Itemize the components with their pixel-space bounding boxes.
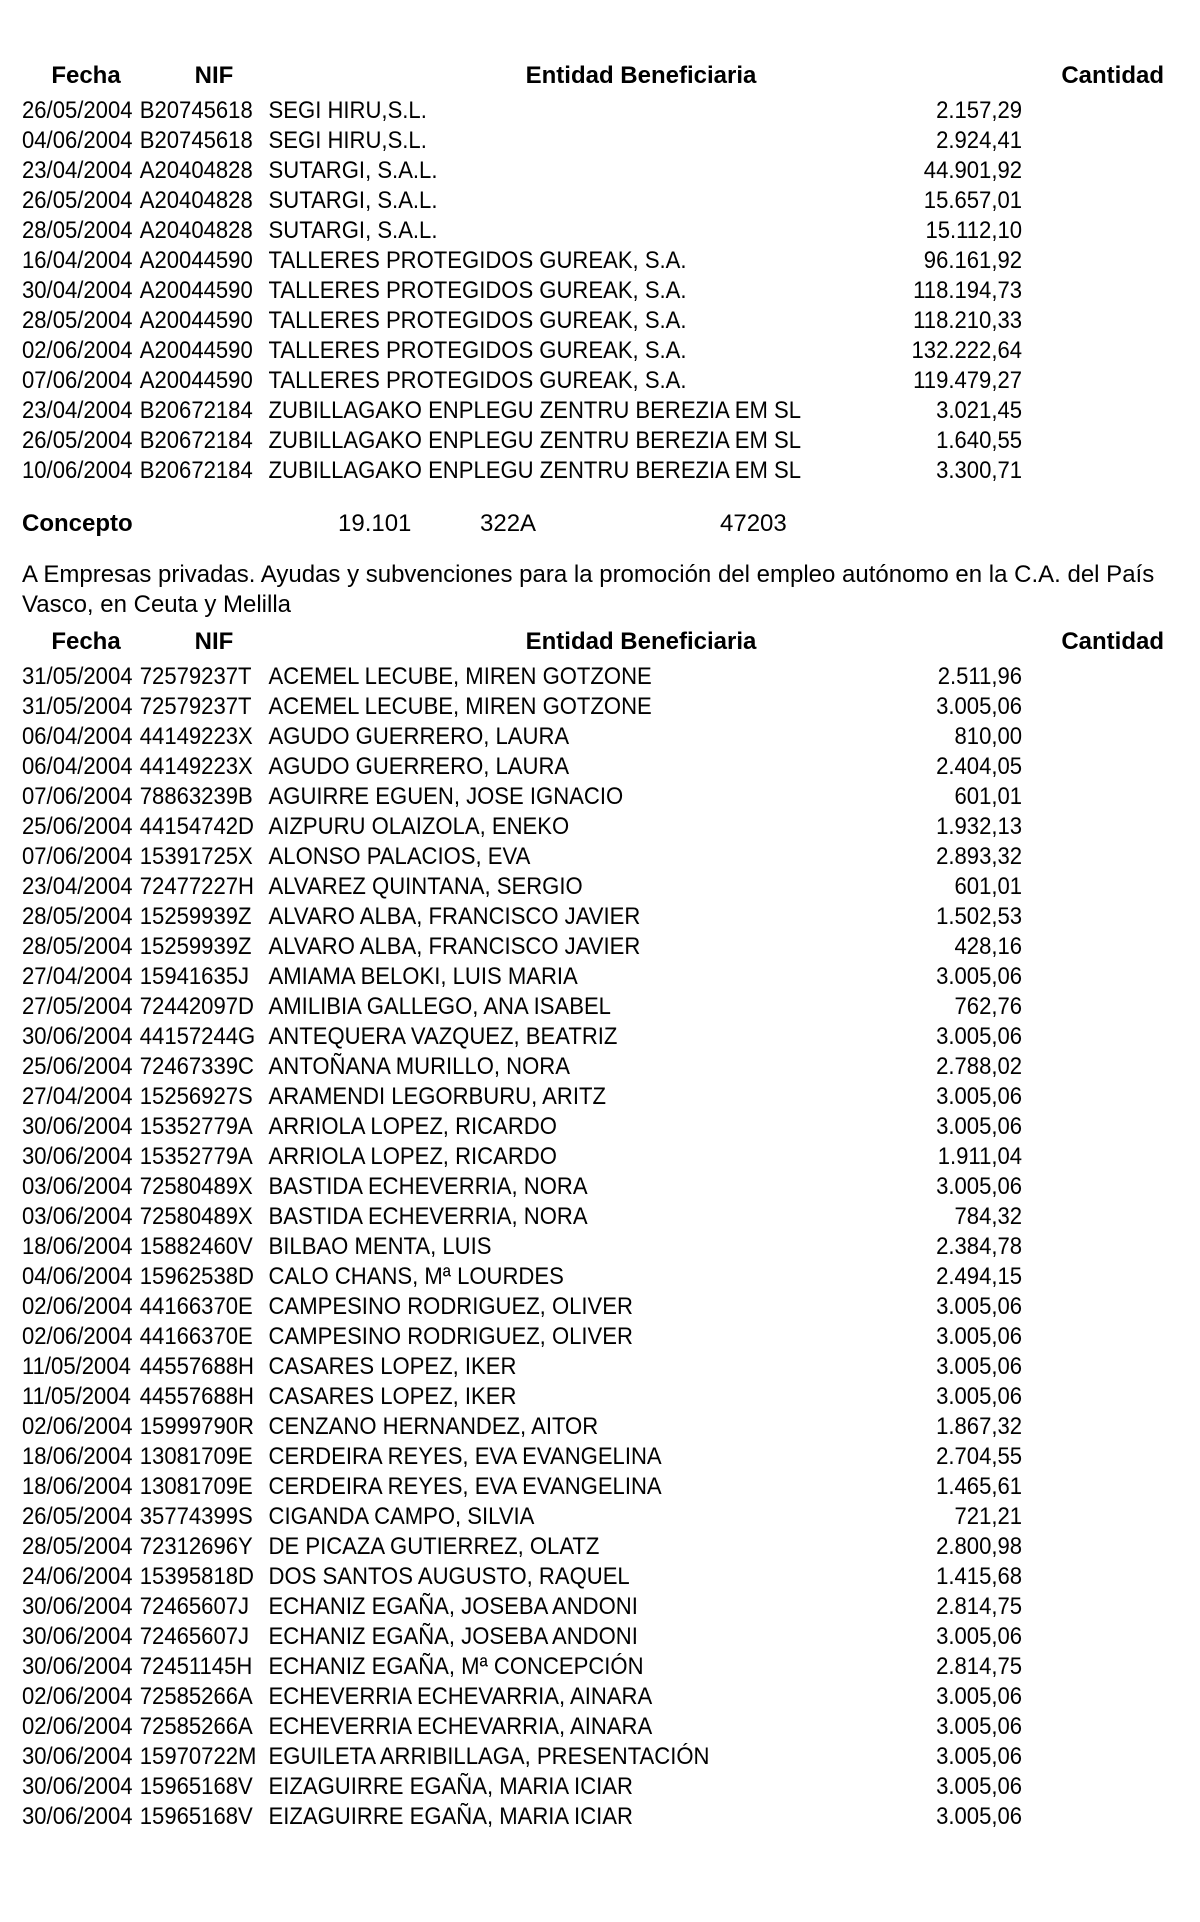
cell-cantidad: 1.911,04 — [937, 1143, 1023, 1170]
table-row — [22, 902, 1022, 932]
cell-cantidad: 2.924,41 — [936, 127, 1023, 154]
cell-cantidad: 3.005,06 — [936, 1773, 1023, 1800]
cell-fecha: 02/06/2004 — [22, 1713, 133, 1740]
concepto-label: Concepto — [22, 510, 133, 537]
cell-fecha: 28/05/2004 — [22, 933, 133, 960]
table-row — [22, 186, 1022, 216]
cell-nif: 15962538D — [139, 1263, 254, 1290]
cell-nif: 15259939Z — [139, 903, 252, 930]
table-row — [22, 932, 1022, 962]
cell-fecha: 07/06/2004 — [22, 783, 133, 810]
header-cantidad: Cantidad — [1061, 62, 1164, 89]
cell-nif: B20745618 — [139, 127, 253, 154]
cell-entidad: CAMPESINO RODRIGUEZ, OLIVER — [268, 1323, 633, 1350]
cell-fecha: 26/05/2004 — [22, 427, 133, 454]
cell-fecha: 02/06/2004 — [22, 337, 133, 364]
cell-fecha: 03/06/2004 — [22, 1203, 133, 1230]
table-row — [22, 1442, 1022, 1472]
cell-nif: 72585266A — [139, 1683, 253, 1710]
cell-cantidad: 1.932,13 — [936, 813, 1023, 840]
cell-nif: 13081709E — [139, 1443, 253, 1470]
cell-fecha: 30/06/2004 — [22, 1773, 133, 1800]
cell-entidad: ZUBILLAGAKO ENPLEGU ZENTRU BEREZIA EM SL — [268, 397, 802, 424]
concepto-code-1: 19.101 — [338, 510, 412, 537]
header-fecha: Fecha — [51, 62, 121, 89]
cell-fecha: 02/06/2004 — [22, 1323, 133, 1350]
cell-entidad: ECHEVERRIA ECHEVARRIA, AINARA — [268, 1713, 653, 1740]
cell-fecha: 24/06/2004 — [22, 1563, 133, 1590]
cell-fecha: 11/05/2004 — [22, 1383, 131, 1410]
cell-nif: 44557688H — [139, 1353, 254, 1380]
cell-cantidad: 428,16 — [954, 933, 1023, 960]
cell-nif: 15352779A — [139, 1143, 253, 1170]
cell-nif: A20404828 — [139, 157, 253, 184]
table-row — [22, 992, 1022, 1022]
cell-fecha: 30/06/2004 — [22, 1743, 133, 1770]
cell-nif: A20044590 — [139, 307, 253, 334]
table-row — [22, 1322, 1022, 1352]
cell-entidad: AMIAMA BELOKI, LUIS MARIA — [268, 963, 578, 990]
cell-cantidad: 3.005,06 — [936, 1323, 1023, 1350]
cell-cantidad: 1.465,61 — [936, 1473, 1023, 1500]
table-row — [22, 1232, 1022, 1262]
table-body — [22, 96, 1182, 486]
cell-entidad: DOS SANTOS AUGUSTO, RAQUEL — [268, 1563, 630, 1590]
cell-nif: 44149223X — [139, 753, 253, 780]
table-row — [22, 872, 1022, 902]
table-row — [22, 1592, 1022, 1622]
cell-cantidad: 3.005,06 — [936, 1713, 1023, 1740]
cell-entidad: ZUBILLAGAKO ENPLEGU ZENTRU BEREZIA EM SL — [268, 427, 802, 454]
cell-cantidad: 3.005,06 — [936, 1173, 1023, 1200]
cell-entidad: CASARES LOPEZ, IKER — [268, 1353, 517, 1380]
cell-fecha: 31/05/2004 — [22, 693, 133, 720]
concepto-code-3: 47203 — [720, 510, 787, 537]
cell-entidad: ECHANIZ EGAÑA, JOSEBA ANDONI — [268, 1593, 638, 1620]
table-row — [22, 306, 1022, 336]
cell-nif: B20672184 — [139, 427, 253, 454]
cell-entidad: ANTOÑANA MURILLO, NORA — [268, 1053, 570, 1080]
table-row — [22, 662, 1022, 692]
cell-entidad: BASTIDA ECHEVERRIA, NORA — [268, 1173, 588, 1200]
cell-entidad: CIGANDA CAMPO, SILVIA — [268, 1503, 535, 1530]
table-row — [22, 1202, 1022, 1232]
cell-cantidad: 3.005,06 — [936, 1683, 1023, 1710]
cell-entidad: TALLERES PROTEGIDOS GUREAK, S.A. — [268, 367, 687, 394]
cell-nif: 72585266A — [139, 1713, 253, 1740]
table-row — [22, 962, 1022, 992]
table-row — [22, 1772, 1022, 1802]
cell-cantidad: 3.005,06 — [936, 1023, 1023, 1050]
cell-cantidad: 2.814,75 — [936, 1653, 1023, 1680]
concepto-description: A Empresas privadas. Ayudas y subvenciones para la promoción del empleo autónomo en la C.A. del País Vasco, en Ceuta y Melilla — [22, 561, 1155, 618]
cell-cantidad: 2.511,96 — [937, 663, 1023, 690]
cell-entidad: AGUDO GUERRERO, LAURA — [268, 753, 570, 780]
table-row — [22, 1682, 1022, 1712]
cell-entidad: SEGI HIRU,S.L. — [268, 127, 427, 154]
cell-cantidad: 3.005,06 — [936, 963, 1023, 990]
cell-fecha: 25/06/2004 — [22, 813, 133, 840]
cell-fecha: 30/06/2004 — [22, 1113, 133, 1140]
table-row — [22, 1562, 1022, 1592]
cell-entidad: CERDEIRA REYES, EVA EVANGELINA — [268, 1473, 662, 1500]
table-row — [22, 812, 1022, 842]
table-row — [22, 1712, 1022, 1742]
table-row — [22, 396, 1022, 426]
cell-nif: 13081709E — [139, 1473, 253, 1500]
cell-cantidad: 3.005,06 — [936, 1113, 1023, 1140]
cell-nif: 72580489X — [139, 1203, 253, 1230]
cell-nif: 15999790R — [139, 1413, 254, 1440]
concepto-code-2: 322A — [480, 510, 537, 537]
cell-entidad: TALLERES PROTEGIDOS GUREAK, S.A. — [268, 247, 687, 274]
cell-cantidad: 3.005,06 — [936, 1803, 1023, 1830]
cell-fecha: 11/05/2004 — [22, 1353, 131, 1380]
cell-cantidad: 2.814,75 — [936, 1593, 1023, 1620]
cell-fecha: 18/06/2004 — [22, 1473, 133, 1500]
cell-nif: 72579237T — [139, 693, 252, 720]
cell-entidad: ECHANIZ EGAÑA, Mª CONCEPCIÓN — [268, 1653, 644, 1680]
table-row — [22, 126, 1022, 156]
beneficiaries-table-2 — [22, 624, 1182, 1832]
cell-fecha: 18/06/2004 — [22, 1233, 133, 1260]
document-page — [22, 58, 1182, 1832]
cell-cantidad: 15.112,10 — [925, 217, 1023, 244]
cell-entidad: ZUBILLAGAKO ENPLEGU ZENTRU BEREZIA EM SL — [268, 457, 802, 484]
table-row — [22, 1292, 1022, 1322]
cell-nif: 72465607J — [139, 1623, 250, 1650]
cell-nif: 72312696Y — [139, 1533, 253, 1560]
cell-fecha: 04/06/2004 — [22, 127, 133, 154]
table-row — [22, 782, 1022, 812]
table-row — [22, 842, 1022, 872]
cell-entidad: ACEMEL LECUBE, MIREN GOTZONE — [268, 663, 652, 690]
cell-entidad: ARRIOLA LOPEZ, RICARDO — [268, 1113, 557, 1140]
cell-nif: 44557688H — [139, 1383, 254, 1410]
table-row — [22, 1022, 1022, 1052]
table-row — [22, 246, 1022, 276]
cell-cantidad: 132.222,64 — [911, 337, 1023, 364]
cell-fecha: 03/06/2004 — [22, 1173, 133, 1200]
cell-entidad: AGUIRRE EGUEN, JOSE IGNACIO — [268, 783, 624, 810]
table-row — [22, 1622, 1022, 1652]
cell-cantidad: 1.502,53 — [936, 903, 1023, 930]
cell-entidad: CALO CHANS, Mª LOURDES — [268, 1263, 564, 1290]
cell-nif: 15352779A — [139, 1113, 253, 1140]
cell-cantidad: 3.005,06 — [936, 1083, 1023, 1110]
cell-entidad: ARRIOLA LOPEZ, RICARDO — [268, 1143, 557, 1170]
cell-cantidad: 2.404,05 — [936, 753, 1023, 780]
cell-cantidad: 810,00 — [954, 723, 1023, 750]
cell-nif: 44166370E — [139, 1323, 253, 1350]
cell-cantidad: 3.005,06 — [936, 1293, 1023, 1320]
header-entidad: Entidad Beneficiaria — [525, 62, 757, 89]
cell-entidad: SUTARGI, S.A.L. — [268, 187, 438, 214]
table-row — [22, 1352, 1022, 1382]
table-row — [22, 1382, 1022, 1412]
cell-entidad: ALONSO PALACIOS, EVA — [268, 843, 531, 870]
cell-fecha: 07/06/2004 — [22, 843, 133, 870]
cell-cantidad: 2.494,15 — [936, 1263, 1023, 1290]
cell-fecha: 23/04/2004 — [22, 873, 133, 900]
cell-cantidad: 601,01 — [954, 783, 1023, 810]
cell-fecha: 26/05/2004 — [22, 1503, 133, 1530]
cell-entidad: DE PICAZA GUTIERREZ, OLATZ — [268, 1533, 600, 1560]
cell-cantidad: 3.005,06 — [936, 1623, 1023, 1650]
cell-cantidad: 1.415,68 — [936, 1563, 1023, 1590]
table-row — [22, 456, 1022, 486]
table-row — [22, 752, 1022, 782]
table-row — [22, 1172, 1022, 1202]
table-row — [22, 1082, 1022, 1112]
cell-nif: A20404828 — [139, 217, 253, 244]
table-row — [22, 216, 1022, 246]
cell-entidad: CERDEIRA REYES, EVA EVANGELINA — [268, 1443, 662, 1470]
cell-nif: A20044590 — [139, 247, 253, 274]
table-row — [22, 1652, 1022, 1682]
cell-cantidad: 118.210,33 — [913, 307, 1023, 334]
cell-nif: B20745618 — [139, 97, 253, 124]
table-row — [22, 1412, 1022, 1442]
cell-fecha: 28/05/2004 — [22, 217, 133, 244]
cell-entidad: ECHANIZ EGAÑA, JOSEBA ANDONI — [268, 1623, 638, 1650]
cell-nif: 15259939Z — [139, 933, 252, 960]
table-header — [22, 624, 1182, 656]
cell-fecha: 30/06/2004 — [22, 1803, 133, 1830]
cell-nif: B20672184 — [139, 397, 253, 424]
cell-fecha: 30/06/2004 — [22, 1653, 133, 1680]
cell-fecha: 28/05/2004 — [22, 1533, 133, 1560]
cell-entidad: AGUDO GUERRERO, LAURA — [268, 723, 570, 750]
cell-nif: 44154742D — [139, 813, 254, 840]
cell-entidad: BASTIDA ECHEVERRIA, NORA — [268, 1203, 588, 1230]
header-nif: NIF — [194, 62, 234, 89]
cell-cantidad: 3.021,45 — [936, 397, 1023, 424]
table-row — [22, 722, 1022, 752]
table-row — [22, 1262, 1022, 1292]
cell-cantidad: 784,32 — [954, 1203, 1023, 1230]
cell-nif: 72580489X — [139, 1173, 253, 1200]
cell-fecha: 26/05/2004 — [22, 187, 133, 214]
cell-entidad: SUTARGI, S.A.L. — [268, 217, 438, 244]
cell-nif: A20044590 — [139, 277, 253, 304]
cell-nif: 72465607J — [139, 1593, 250, 1620]
table-row — [22, 1142, 1022, 1172]
cell-cantidad: 96.161,92 — [923, 247, 1023, 274]
cell-nif: 72579237T — [139, 663, 252, 690]
cell-nif: 15970722M — [139, 1743, 257, 1770]
cell-nif: 72451145H — [139, 1653, 253, 1680]
cell-cantidad: 3.005,06 — [936, 693, 1023, 720]
cell-nif: 15941635J — [139, 963, 250, 990]
cell-fecha: 30/06/2004 — [22, 1023, 133, 1050]
cell-fecha: 30/04/2004 — [22, 277, 133, 304]
cell-fecha: 27/04/2004 — [22, 1083, 133, 1110]
cell-fecha: 10/06/2004 — [22, 457, 133, 484]
cell-fecha: 16/04/2004 — [22, 247, 133, 274]
cell-entidad: TALLERES PROTEGIDOS GUREAK, S.A. — [268, 277, 687, 304]
cell-nif: 15395818D — [139, 1563, 254, 1590]
table-row — [22, 1802, 1022, 1832]
cell-entidad: CENZANO HERNANDEZ, AITOR — [268, 1413, 599, 1440]
cell-nif: A20044590 — [139, 367, 253, 394]
cell-fecha: 06/04/2004 — [22, 723, 133, 750]
cell-fecha: 02/06/2004 — [22, 1293, 133, 1320]
cell-cantidad: 118.194,73 — [913, 277, 1023, 304]
cell-fecha: 31/05/2004 — [22, 663, 133, 690]
cell-nif: 72442097D — [139, 993, 254, 1020]
cell-nif: A20404828 — [139, 187, 253, 214]
cell-fecha: 02/06/2004 — [22, 1413, 133, 1440]
cell-fecha: 25/06/2004 — [22, 1053, 133, 1080]
cell-cantidad: 1.867,32 — [936, 1413, 1023, 1440]
cell-fecha: 06/04/2004 — [22, 753, 133, 780]
beneficiaries-table-1 — [22, 58, 1182, 486]
table-row — [22, 1472, 1022, 1502]
cell-fecha: 23/04/2004 — [22, 157, 133, 184]
cell-nif: 15965168V — [139, 1773, 253, 1800]
cell-cantidad: 2.157,29 — [936, 97, 1023, 124]
table-row — [22, 336, 1022, 366]
cell-nif: 78863239B — [139, 783, 253, 810]
cell-fecha: 27/05/2004 — [22, 993, 133, 1020]
cell-cantidad: 3.005,06 — [936, 1353, 1023, 1380]
table-row — [22, 426, 1022, 456]
cell-entidad: TALLERES PROTEGIDOS GUREAK, S.A. — [268, 307, 687, 334]
concepto-line — [22, 508, 1182, 540]
cell-entidad: ALVARO ALBA, FRANCISCO JAVIER — [268, 903, 641, 930]
cell-nif: 15882460V — [139, 1233, 253, 1260]
cell-entidad: SUTARGI, S.A.L. — [268, 157, 438, 184]
cell-cantidad: 1.640,55 — [936, 427, 1023, 454]
cell-cantidad: 2.800,98 — [936, 1533, 1023, 1560]
table-row — [22, 1502, 1022, 1532]
table-row — [22, 692, 1022, 722]
cell-nif: 44157244G — [139, 1023, 256, 1050]
cell-cantidad: 3.300,71 — [936, 457, 1023, 484]
cell-cantidad: 44.901,92 — [923, 157, 1023, 184]
cell-fecha: 30/06/2004 — [22, 1593, 133, 1620]
cell-entidad: ACEMEL LECUBE, MIREN GOTZONE — [268, 693, 652, 720]
cell-entidad: ANTEQUERA VAZQUEZ, BEATRIZ — [268, 1023, 618, 1050]
cell-entidad: CAMPESINO RODRIGUEZ, OLIVER — [268, 1293, 633, 1320]
cell-fecha: 23/04/2004 — [22, 397, 133, 424]
table-body — [22, 662, 1182, 1832]
cell-fecha: 26/05/2004 — [22, 97, 133, 124]
cell-cantidad: 601,01 — [954, 873, 1023, 900]
cell-nif: A20044590 — [139, 337, 253, 364]
cell-fecha: 27/04/2004 — [22, 963, 133, 990]
cell-nif: 35774399S — [139, 1503, 253, 1530]
cell-cantidad: 2.788,02 — [936, 1053, 1023, 1080]
header-nif: NIF — [194, 628, 234, 655]
cell-nif: 15256927S — [139, 1083, 253, 1110]
header-cantidad: Cantidad — [1061, 628, 1164, 655]
cell-nif: B20672184 — [139, 457, 253, 484]
cell-fecha: 30/06/2004 — [22, 1143, 133, 1170]
cell-cantidad: 721,21 — [954, 1503, 1023, 1530]
cell-entidad: ARAMENDI LEGORBURU, ARITZ — [268, 1083, 606, 1110]
cell-entidad: ALVAREZ QUINTANA, SERGIO — [268, 873, 583, 900]
cell-entidad: CASARES LOPEZ, IKER — [268, 1383, 517, 1410]
cell-fecha: 30/06/2004 — [22, 1623, 133, 1650]
cell-nif: 44149223X — [139, 723, 253, 750]
cell-nif: 44166370E — [139, 1293, 253, 1320]
cell-cantidad: 2.704,55 — [936, 1443, 1023, 1470]
table-row — [22, 1112, 1022, 1142]
cell-nif: 15391725X — [139, 843, 253, 870]
cell-cantidad: 2.384,78 — [936, 1233, 1023, 1260]
table-row — [22, 1052, 1022, 1082]
cell-nif: 15965168V — [139, 1803, 253, 1830]
cell-entidad: ECHEVERRIA ECHEVARRIA, AINARA — [268, 1683, 653, 1710]
cell-entidad: EGUILETA ARRIBILLAGA, PRESENTACIÓN — [268, 1743, 710, 1770]
cell-fecha: 07/06/2004 — [22, 367, 133, 394]
cell-fecha: 18/06/2004 — [22, 1443, 133, 1470]
cell-cantidad: 3.005,06 — [936, 1743, 1023, 1770]
cell-entidad: AIZPURU OLAIZOLA, ENEKO — [268, 813, 570, 840]
table-row — [22, 1532, 1022, 1562]
cell-entidad: EIZAGUIRRE EGAÑA, MARIA ICIAR — [268, 1773, 633, 1800]
cell-cantidad: 762,76 — [954, 993, 1023, 1020]
table-row — [22, 96, 1022, 126]
cell-nif: 72467339C — [139, 1053, 254, 1080]
cell-entidad: BILBAO MENTA, LUIS — [268, 1233, 492, 1260]
cell-fecha: 28/05/2004 — [22, 307, 133, 334]
cell-entidad: ALVARO ALBA, FRANCISCO JAVIER — [268, 933, 641, 960]
cell-nif: 72477227H — [139, 873, 254, 900]
header-fecha: Fecha — [51, 628, 121, 655]
table-row — [22, 156, 1022, 186]
cell-entidad: TALLERES PROTEGIDOS GUREAK, S.A. — [268, 337, 687, 364]
header-entidad: Entidad Beneficiaria — [525, 628, 757, 655]
cell-entidad: EIZAGUIRRE EGAÑA, MARIA ICIAR — [268, 1803, 633, 1830]
cell-cantidad: 2.893,32 — [936, 843, 1023, 870]
table-row — [22, 276, 1022, 306]
cell-fecha: 04/06/2004 — [22, 1263, 133, 1290]
table-row — [22, 1742, 1022, 1772]
cell-entidad: SEGI HIRU,S.L. — [268, 97, 427, 124]
cell-fecha: 02/06/2004 — [22, 1683, 133, 1710]
cell-cantidad: 15.657,01 — [923, 187, 1023, 214]
table-row — [22, 366, 1022, 396]
cell-entidad: AMILIBIA GALLEGO, ANA ISABEL — [268, 993, 611, 1020]
cell-fecha: 28/05/2004 — [22, 903, 133, 930]
cell-cantidad: 119.479,27 — [913, 367, 1023, 394]
table-header — [22, 58, 1182, 90]
cell-cantidad: 3.005,06 — [936, 1383, 1023, 1410]
